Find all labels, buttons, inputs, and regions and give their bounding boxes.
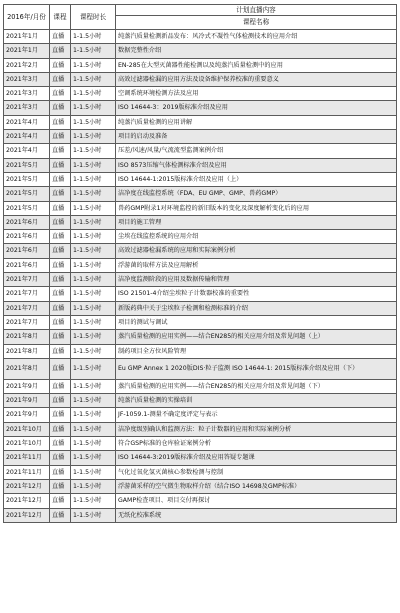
cell-duration: 1-1.5小时 — [71, 344, 116, 358]
cell-type: 直播 — [50, 115, 71, 129]
cell-type: 直播 — [50, 315, 71, 329]
header-course-name: 课程名称 — [116, 16, 397, 30]
cell-duration: 1-1.5小时 — [71, 301, 116, 315]
cell-course-name: EN-285在大型灭菌器性能检测以及纯蒸汽质量检测中的应用 — [116, 58, 397, 72]
cell-type: 直播 — [50, 508, 71, 522]
cell-duration: 1-1.5小时 — [71, 115, 116, 129]
table-row — [4, 494, 397, 508]
cell-type: 直播 — [50, 465, 71, 479]
header-type: 课程 — [50, 5, 71, 30]
cell-month: 2021年3月 — [4, 72, 50, 86]
cell-type: 直播 — [50, 58, 71, 72]
cell-type: 直播 — [50, 358, 71, 379]
table-row — [4, 215, 397, 229]
cell-month: 2021年10月 — [4, 437, 50, 451]
cell-duration: 1-1.5小时 — [71, 422, 116, 436]
cell-duration: 1-1.5小时 — [71, 379, 116, 393]
table-row — [4, 72, 397, 86]
cell-course-name: 项目的测试与调试 — [116, 315, 397, 329]
table-row — [4, 330, 397, 344]
cell-month: 2021年6月 — [4, 215, 50, 229]
table-row — [4, 158, 397, 172]
cell-type: 直播 — [50, 172, 71, 186]
table-row — [4, 87, 397, 101]
table-row — [4, 479, 397, 493]
cell-duration: 1-1.5小时 — [71, 144, 116, 158]
cell-month: 2021年7月 — [4, 315, 50, 329]
cell-duration: 1-1.5小时 — [71, 479, 116, 493]
cell-type: 直播 — [50, 479, 71, 493]
cell-duration: 1-1.5小时 — [71, 30, 116, 44]
cell-course-name: 洁净度监测阶段的应用及数据传输和管理 — [116, 273, 397, 287]
cell-type: 直播 — [50, 230, 71, 244]
table-row — [4, 408, 397, 422]
table-row — [4, 379, 397, 393]
cell-type: 直播 — [50, 379, 71, 393]
cell-course-name: 气化过氧化氢灭菌核心参数检测与控制 — [116, 465, 397, 479]
cell-duration: 1-1.5小时 — [71, 273, 116, 287]
cell-duration: 1-1.5小时 — [71, 187, 116, 201]
cell-type: 直播 — [50, 258, 71, 272]
cell-month: 2021年4月 — [4, 130, 50, 144]
cell-month: 2021年8月 — [4, 344, 50, 358]
live-course-schedule-table — [3, 4, 397, 523]
cell-duration: 1-1.5小时 — [71, 465, 116, 479]
cell-type: 直播 — [50, 72, 71, 86]
cell-type: 直播 — [50, 330, 71, 344]
cell-course-name: GAMP检查项目、项目交付再探讨 — [116, 494, 397, 508]
cell-course-name: 新版药典中关于尘埃粒子检测和检测标准的介绍 — [116, 301, 397, 315]
cell-month: 2021年9月 — [4, 394, 50, 408]
table-row — [4, 187, 397, 201]
cell-month: 2021年9月 — [4, 379, 50, 393]
cell-month: 2021年9月 — [4, 408, 50, 422]
cell-month: 2021年5月 — [4, 158, 50, 172]
cell-course-name: 蒸汽质量检测的应用实例——结合EN285的相关应用介绍及常见问题（下） — [116, 379, 397, 393]
cell-type: 直播 — [50, 273, 71, 287]
table-row — [4, 451, 397, 465]
cell-course-name: 洁净度级别确认和监测方法：粒子计数器的应用和实际案例分析 — [116, 422, 397, 436]
cell-month: 2021年10月 — [4, 422, 50, 436]
cell-course-name: 符合GSP标准的仓库验证案例分析 — [116, 437, 397, 451]
cell-course-name: ISO 14644-1:2015版标准介绍及应用（上） — [116, 172, 397, 186]
cell-type: 直播 — [50, 187, 71, 201]
cell-duration: 1-1.5小时 — [71, 494, 116, 508]
cell-month: 2021年12月 — [4, 508, 50, 522]
table-row — [4, 344, 397, 358]
cell-course-name: ISO 14644-3:2019版标准介绍及应用答疑专题课 — [116, 451, 397, 465]
cell-type: 直播 — [50, 394, 71, 408]
table-row — [4, 315, 397, 329]
cell-type: 直播 — [50, 30, 71, 44]
table-row — [4, 258, 397, 272]
cell-duration: 1-1.5小时 — [71, 72, 116, 86]
cell-month: 2021年11月 — [4, 465, 50, 479]
cell-type: 直播 — [50, 422, 71, 436]
cell-month: 2021年4月 — [4, 115, 50, 129]
table-row — [4, 422, 397, 436]
cell-course-name: 项目的施工管理 — [116, 215, 397, 229]
cell-type: 直播 — [50, 215, 71, 229]
group-header-row — [4, 5, 397, 16]
table-row — [4, 287, 397, 301]
cell-duration: 1-1.5小时 — [71, 330, 116, 344]
cell-month: 2021年12月 — [4, 494, 50, 508]
cell-month: 2021年6月 — [4, 230, 50, 244]
table-row — [4, 115, 397, 129]
table-row — [4, 244, 397, 258]
table-row — [4, 44, 397, 58]
cell-course-name: 高效过滤器检漏系统的应用和实际案例分析 — [116, 244, 397, 258]
cell-duration: 1-1.5小时 — [71, 201, 116, 215]
schedule-sheet — [3, 4, 396, 523]
cell-month: 2021年8月 — [4, 358, 50, 379]
cell-duration: 1-1.5小时 — [71, 244, 116, 258]
cell-month: 2021年7月 — [4, 301, 50, 315]
cell-type: 直播 — [50, 244, 71, 258]
header-month: 2016年/月份 — [4, 5, 50, 30]
cell-type: 直播 — [50, 408, 71, 422]
table-row — [4, 130, 397, 144]
cell-duration: 1-1.5小时 — [71, 408, 116, 422]
table-row — [4, 273, 397, 287]
cell-course-name: 高效过滤器检漏的应用方法及设备维护保养校准的重要意义 — [116, 72, 397, 86]
table-row — [4, 437, 397, 451]
cell-course-name: 纯蒸汽质量检测的实操培训 — [116, 394, 397, 408]
cell-month: 2021年4月 — [4, 144, 50, 158]
cell-duration: 1-1.5小时 — [71, 451, 116, 465]
cell-course-name: 纯蒸汽质量检测的应用讲解 — [116, 115, 397, 129]
cell-course-name: ISO 21501-4介绍尘埃粒子计数器校准的重要性 — [116, 287, 397, 301]
header-group-title: 计划直播内容 — [116, 5, 397, 16]
cell-course-name: 浮游菌采样的空气微生物取样介绍（结合ISO 14698及GMP标准） — [116, 479, 397, 493]
table-row — [4, 301, 397, 315]
table-row — [4, 58, 397, 72]
table-row — [4, 465, 397, 479]
cell-type: 直播 — [50, 158, 71, 172]
cell-course-name: ISO 8573压缩气体检测标准介绍及应用 — [116, 158, 397, 172]
cell-course-name: 洁净度在线监控系统（FDA、EU GMP、GMP、兽药GMP） — [116, 187, 397, 201]
cell-course-name: JF-1059.1-测量不确定度评定与表示 — [116, 408, 397, 422]
header-duration: 课程时长 — [71, 5, 116, 30]
cell-duration: 1-1.5小时 — [71, 130, 116, 144]
cell-duration: 1-1.5小时 — [71, 358, 116, 379]
cell-course-name: 压差/风速/风量/气流流型监测案例介绍 — [116, 144, 397, 158]
cell-type: 直播 — [50, 344, 71, 358]
cell-type: 直播 — [50, 287, 71, 301]
cell-type: 直播 — [50, 87, 71, 101]
cell-duration: 1-1.5小时 — [71, 58, 116, 72]
table-row — [4, 230, 397, 244]
cell-type: 直播 — [50, 144, 71, 158]
cell-course-name: 蒸汽质量检测的应用实例——结合EN285的相关应用介绍及常见问题（上） — [116, 330, 397, 344]
cell-course-name: ISO 14644-3：2019版标准介绍及应用 — [116, 101, 397, 115]
cell-month: 2021年5月 — [4, 172, 50, 186]
cell-type: 直播 — [50, 451, 71, 465]
table-row — [4, 144, 397, 158]
cell-month: 2021年12月 — [4, 479, 50, 493]
table-row — [4, 358, 397, 379]
cell-duration: 1-1.5小时 — [71, 101, 116, 115]
cell-course-name: 数据完整性介绍 — [116, 44, 397, 58]
cell-type: 直播 — [50, 437, 71, 451]
cell-type: 直播 — [50, 130, 71, 144]
cell-course-name: Eu GMP Annex 1 2020版DIS·粒子监测 ISO 14644-1: 2015版标准介绍及应用（下） — [116, 358, 397, 379]
cell-type: 直播 — [50, 494, 71, 508]
cell-course-name: 无纸化校准系统 — [116, 508, 397, 522]
cell-month: 2021年11月 — [4, 451, 50, 465]
cell-month: 2021年1月 — [4, 30, 50, 44]
cell-month: 2021年1月 — [4, 44, 50, 58]
cell-duration: 1-1.5小时 — [71, 87, 116, 101]
cell-month: 2021年3月 — [4, 101, 50, 115]
cell-duration: 1-1.5小时 — [71, 508, 116, 522]
cell-duration: 1-1.5小时 — [71, 287, 116, 301]
cell-month: 2021年7月 — [4, 287, 50, 301]
table-row — [4, 101, 397, 115]
table-row — [4, 508, 397, 522]
cell-month: 2021年5月 — [4, 187, 50, 201]
cell-course-name: 尘埃在线监控系统的应用介绍 — [116, 230, 397, 244]
cell-month: 2021年6月 — [4, 244, 50, 258]
cell-course-name: 空调系统环境检测方法及应用 — [116, 87, 397, 101]
cell-course-name: 纯蒸汽质量检测新品发布：风冷式不凝性气体检测技术的应用介绍 — [116, 30, 397, 44]
cell-duration: 1-1.5小时 — [71, 44, 116, 58]
cell-duration: 1-1.5小时 — [71, 230, 116, 244]
cell-month: 2021年6月 — [4, 258, 50, 272]
cell-duration: 1-1.5小时 — [71, 172, 116, 186]
cell-type: 直播 — [50, 301, 71, 315]
cell-course-name: 浮游菌的取样方法及应用解析 — [116, 258, 397, 272]
cell-month: 2021年8月 — [4, 330, 50, 344]
cell-duration: 1-1.5小时 — [71, 315, 116, 329]
cell-course-name: 制药项目全方位风险管理 — [116, 344, 397, 358]
cell-month: 2021年3月 — [4, 87, 50, 101]
cell-duration: 1-1.5小时 — [71, 437, 116, 451]
cell-duration: 1-1.5小时 — [71, 158, 116, 172]
cell-course-name: 项目的启动及准备 — [116, 130, 397, 144]
cell-month: 2021年2月 — [4, 58, 50, 72]
table-row — [4, 394, 397, 408]
cell-month: 2021年7月 — [4, 273, 50, 287]
cell-duration: 1-1.5小时 — [71, 394, 116, 408]
cell-type: 直播 — [50, 44, 71, 58]
table-row — [4, 172, 397, 186]
cell-duration: 1-1.5小时 — [71, 258, 116, 272]
table-row — [4, 201, 397, 215]
cell-course-name: 兽药GMP附录1对环境监控的新旧版本的变化及深度解析变化后的应用 — [116, 201, 397, 215]
cell-duration: 1-1.5小时 — [71, 215, 116, 229]
cell-month: 2021年5月 — [4, 201, 50, 215]
schedule-rows — [4, 30, 397, 523]
cell-type: 直播 — [50, 201, 71, 215]
cell-type: 直播 — [50, 101, 71, 115]
table-row — [4, 30, 397, 44]
